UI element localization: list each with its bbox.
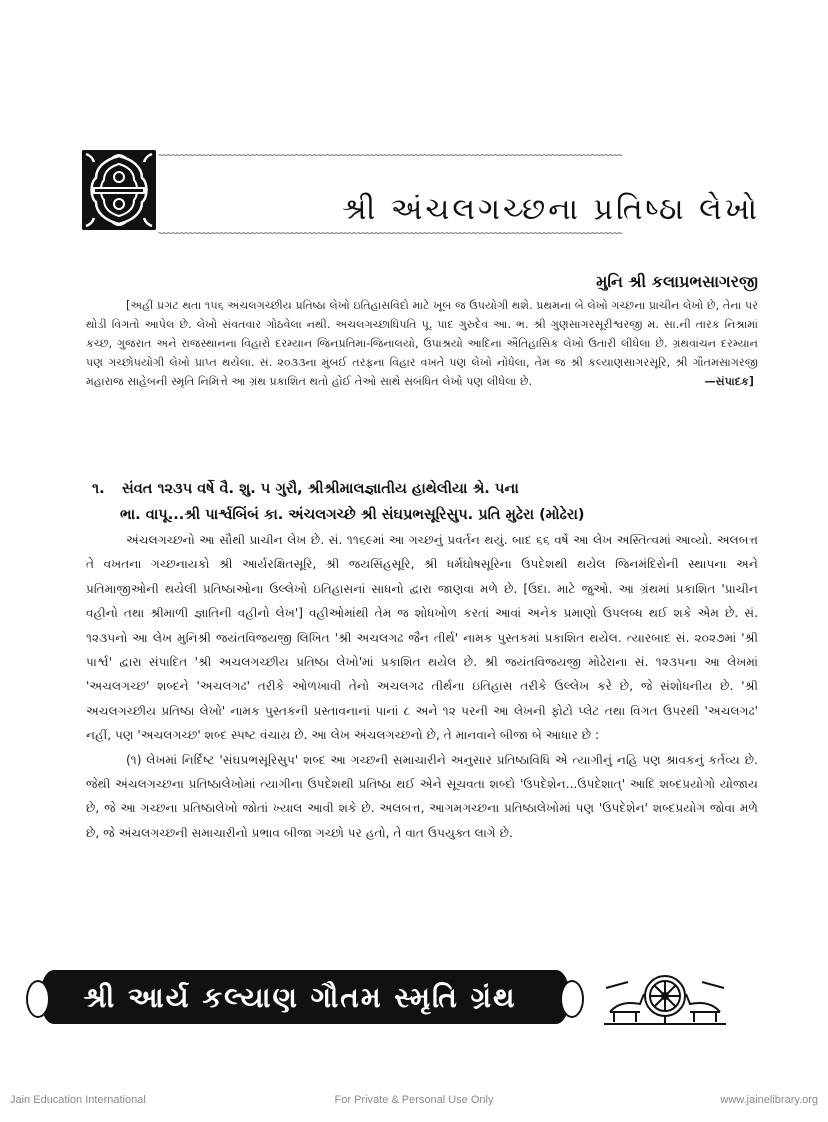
inscription-heading [92,476,760,528]
editor-note-text: [અહીં પ્રગટ થતા ૧૫૬ અંચલગચ્છીય પ્રતિષ્ઠા લેખો ઇતિહાસવિદો માટે ખૂબ જ ઉપયોગી થશે. પ્રથમના બે લેખો ગચ્છના પ્રાચીન લેખો છે, તેના પર થોડી વિગતો આપેલ છે. લેખો સંવતવાર ગોઠવેલા નથી. અચલગચ્છાધિપતિ પૂ. પાદ ગુરુદેવ આ. ભ. શ્રી ગુણસાગરસૂરીશ્વરજી મ. સા.ની તારક નિશ્રામાં કચ્છ, ગુજરાત અને રાજસ્થાનના વિહારો દરમ્યાન જિનપ્રતિમા-જિનાલયો, ઉપાશ્રયો આદિના ઐતિહાસિક લેખો ઉતારી લીધેલા છે. ગ્રંથવાંચન દરમ્યાન પણ ગચ્છોપયોગી લેખો પ્રાપ્ત થયેલા. સં. ૨૦૩૩ના મુંબઈ તરફના વિહાર વખતે પણ લેખો નોંધેલા, તેમ જ શ્રી કલ્યાણસાગરસૂરિ, શ્રી ગૌતમસાગરજી મહારાજ સાહેબની સ્મૃતિ નિમિત્તે આ ગ્રંથ પ્રકાશિત થતો હોઈ તેઓ સાથે સંબંધિત લેખો પણ લીધેલા છે. [86,299,758,388]
page-title: શ્રી અંચલગચ્છના પ્રતિષ્ઠા લેખો [342,192,760,228]
body-paragraph: અંચલગચ્છનો આ સૌથી પ્રાચીન લેખ છે. સં. ૧૧૬૯માં આ ગચ્છનું પ્રવર્તન થયું. બાદ ૬૬ વર્ષે આ લેખ અસ્તિત્વમાં આવ્યો. અલબત્ત તે વખતના ગચ્છનાયકો શ્રી આર્યરક્ષિતસૂરિ, શ્રી જયસિંહસૂરિ, શ્રી ધર્મઘોષસૂરિના ઉપદેશથી થયેલ જિનમંદિરોની સ્થાપના અને પ્રતિમાજીઓની થયેલી પ્રતિષ્ઠાઓના ઉલ્લેખો ઇતિહાસનાં સાધનો દ્વારા જાણવા મળે છે. [ઉદા. માટે જુઓ. આ ગ્રંથમાં પ્રકાશિત 'પ્રાચીન વહીનો તથા શ્રીમાળી જ્ઞાતિની વહીનો લેખ'] વહીઓમાંથી તેમ જ શોધખોળ કરતાં આવાં અનેક પ્રમાણો ઉપલબ્ધ થઈ શકે એમ છે. સં. ૧૨૩૫નો આ લેખ મુનિશ્રી જયંતવિજયજી લિખિત 'શ્રી અચલગઢ જૈન તીર્થ' નામક પુસ્તકમાં પ્રકાશિત થયેલ. ત્યારબાદ સં. ૨૦૨૭માં 'શ્રી પાર્શ્વ' દ્વારા સંપાદિત 'શ્રી અચલગચ્છીય પ્રતિષ્ઠા લેખો'માં પ્રકાશિત થયેલ છે. શ્રી જયંતવિજયજી મોઢેરાના સં. ૧૨૩૫ના આ લેખમાં 'અચલગચ્છ' શબ્દને 'અચલગઢ' તરીકે ઓળખાવી તેનો અચલગઢ તીર્થના ઇતિહાસ તરીકે ઉલ્લેખ કરે છે, જે સંશોધનીય છે. 'શ્રી અચલગચ્છીય પ્રતિષ્ઠા લેખો' નામક પુસ્તકની પ્રસ્તાવનાનાં પાનાં ૮ અને ૧૨ પરની આ લેખની ફોટો પ્લેટ તથા વિગત ઉપરથી 'અચલગઢ' નહીં, પણ 'અચલગચ્છ' શબ્દ સ્પષ્ટ વંચાય છે. આ લેખ અંચલગચ્છનો છે, તે માનવાને બીજા બે આધાર છે : [86,533,758,743]
editor-signature: —સંપાદક] [704,375,754,388]
article-body [86,528,758,845]
inscription-number: ૧. [92,481,105,497]
author-byline: મુનિ શ્રી કલાપ્રભસાગરજી [596,272,758,291]
dharma-wheel-deer-icon [600,968,730,1026]
wavy-rule-top: ~~~~~~~~~~~~~~~~~~~~~~~~~~~~~~~~~~~~~~~~~~~~~~~~~~~~~~~~~~~~~~~~~~~~~~~~~~~~~~~~~~~~~~~~~~~~~~~~~~~~~~~~~ [158,152,622,160]
inscription-line-2: ભા. વાપૂ...શ્રી પાર્શ્વબિંબં કા. અંચલગચ્છે શ્રી સંઘપ્રભસૂરિસુપ. પ્રતિ મુઢેરા (મોઢેરા) [120,507,585,523]
editor-note [86,296,758,391]
footer-publisher: Jain Education International [10,1094,146,1106]
footer-website-link[interactable]: www.jainelibrary.org [720,1094,818,1106]
book-title-text: શ્રી આર્ય કલ્યાણ ગૌતમ સ્મૃતિ ગ્રંથ [83,981,517,1014]
inscription-line-1: સંવત ૧૨૩૫ વર્ષે વૈ. શુ. ૫ ગુરૌ, શ્રીશ્રીમાલજ્ઞાતીય હાથેલીયા શ્રે. ૫ના [122,481,519,497]
body-paragraph: (૧) લેખમાં નિર્દિષ્ટ 'સંઘપ્રભસૂરિસુપ' શબ્દ આ ગચ્છની સમાચારીને અનુસાર પ્રતિષ્ઠાવિધિ એ ત્યાગીનું નહિ પણ શ્રાવકનું કર્તવ્ય છે. જેથી અંચલગચ્છના પ્રતિષ્ઠાલેખોમાં ત્યાગીના ઉપદેશથી પ્રતિષ્ઠા થઈ એને સૂચવતા શબ્દો 'ઉપદેશેન...ઉપદેશાત્' આદિ શબ્દપ્રયોગો યોજાય છે, જે આ ગચ્છના પ્રતિષ્ઠાલેખો જોતાં ખ્યાલ આવી શકે છે. અલબત્ત, આગમગચ્છના પ્રતિષ્ઠાલેખોમાં પણ 'ઉપદેશેન' શબ્દપ્રયોગ જોવા મળે છે, જે અંચલગચ્છની સમાચારીનો પ્રભાવ બીજા ગચ્છો પર હતો, તે વાત ઉપયુક્ત લાગે છે. [86,752,758,840]
footer-usage-notice: For Private & Personal Use Only [334,1094,494,1106]
floral-ornament-icon [82,150,156,230]
wavy-rule-bottom: ~~~~~~~~~~~~~~~~~~~~~~~~~~~~~~~~~~~~~~~~~~~~~~~~~~~~~~~~~~~~~~~~~~~~~~~~~~~~~~~~~~~~~~~~~~~~~~~~~~~~~~~~~ [158,230,622,238]
